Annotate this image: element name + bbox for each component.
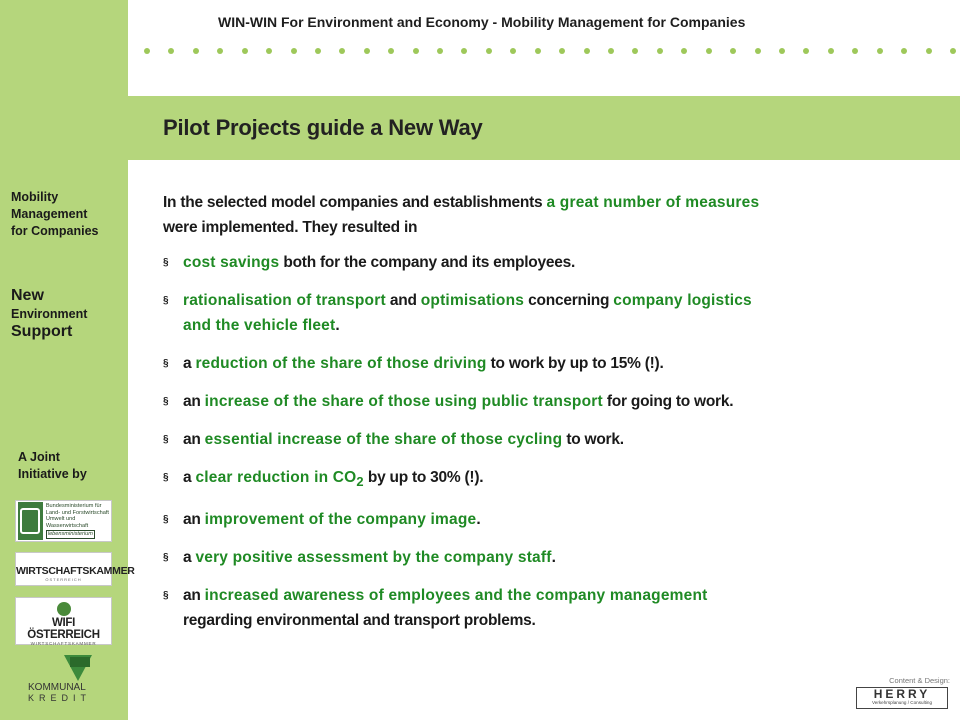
divider-dot (461, 48, 467, 54)
bullet-text: a (183, 355, 196, 372)
sidebar-mobility-line: Management (11, 207, 88, 221)
slide-title: Pilot Projects guide a New Way (163, 115, 483, 140)
bullet-text: by up to 30% (!). (363, 469, 484, 486)
bullet-text: regarding environmental and transport problems. (183, 612, 536, 630)
ministry-logo-line: Umwelt und Wasserwirtschaft (45, 516, 89, 529)
divider-dot (242, 48, 248, 54)
kommunalkredit-shape-icon (70, 657, 90, 667)
divider-dot (926, 48, 932, 54)
bullet-item (163, 583, 953, 633)
ministry-logo-line: Bundesministerium für (45, 503, 102, 510)
divider-dot (193, 48, 199, 54)
sidebar-joint-line: A Joint (18, 450, 60, 464)
divider-dot (632, 48, 638, 54)
wirtschaftskammer-logo-sub: ÖSTERREICH (45, 577, 82, 582)
divider-dot (217, 48, 223, 54)
bullet-item (163, 507, 953, 532)
sidebar-mobility-line: for Companies (11, 224, 99, 238)
intro-highlight: a great number of measures (546, 194, 760, 211)
bullet-highlight: improvement of the company image (204, 511, 477, 529)
sidebar-new-line: Support (11, 323, 73, 340)
bullet-highlight: optimisations (420, 292, 525, 309)
divider-dot (828, 48, 834, 54)
bullet-text: a (183, 469, 196, 486)
wifi-logo-sub: WIRTSCHAFTSKAMMER (30, 641, 97, 646)
divider-dot (681, 48, 687, 54)
bullet-mark-icon: § (163, 396, 169, 407)
divider-dot (510, 48, 516, 54)
bullet-item (163, 351, 953, 376)
sidebar-joint-initiative-label (18, 449, 118, 483)
herry-logo (856, 687, 948, 709)
divider-dot (730, 48, 736, 54)
bullet-mark-icon: § (163, 590, 169, 602)
divider-dot (486, 48, 492, 54)
bullet-text: an (183, 431, 205, 448)
wirtschaftskammer-logo-brand: WIRTSCHAFTSKAMMER (16, 565, 135, 577)
bullet-text: an (183, 587, 205, 605)
bullet-text: an (183, 511, 205, 529)
bullet-mark-icon: § (163, 257, 169, 268)
divider-dot (901, 48, 907, 54)
divider-dot (852, 48, 858, 54)
divider-dot (168, 48, 174, 54)
sidebar-new-environment-label (11, 287, 126, 341)
bullet-highlight: reduction of the share of those driving (195, 355, 487, 372)
kommunalkredit-line2: KREDIT (28, 693, 92, 703)
bullet-highlight: cost savings (183, 254, 280, 271)
bullet-highlight: and the vehicle fleet (183, 317, 336, 334)
divider-dot (559, 48, 565, 54)
kommunalkredit-logo (22, 655, 102, 705)
divider-dot (364, 48, 370, 54)
ministry-logo-line: Land- und Forstwirtschaft (45, 509, 109, 516)
divider-dot (315, 48, 321, 54)
bullet-subscript: 2 (356, 474, 364, 490)
sidebar-new-line: Environment (11, 307, 88, 321)
bullet-item (163, 545, 953, 570)
divider-dot (755, 48, 761, 54)
divider-dot (803, 48, 809, 54)
sidebar (0, 0, 135, 720)
divider-dot (608, 48, 614, 54)
wirtschaftskammer-logo (15, 552, 135, 586)
bullet-mark-icon: § (163, 552, 169, 564)
sidebar-new-line: New (11, 287, 44, 304)
bullet-mark-icon: § (163, 514, 169, 526)
divider-dot (706, 48, 712, 54)
intro-text-cont: were implemented. They resulted in (163, 219, 418, 236)
credit-block (856, 676, 956, 709)
herry-logo-brand: HERRY (873, 687, 931, 701)
divider-dot (266, 48, 272, 54)
divider-dot (535, 48, 541, 54)
bullet-highlight: very positive assessment by the company staff (195, 549, 552, 567)
bullet-text: for going to work. (602, 393, 734, 410)
bullet-text: both for the company and its employees. (279, 254, 576, 271)
intro-paragraph (163, 190, 953, 240)
divider-dot (437, 48, 443, 54)
divider-dot (657, 48, 663, 54)
bullet-item (163, 427, 953, 452)
bullet-text: concerning (524, 292, 614, 309)
credit-label: Content & Design: (889, 676, 950, 685)
bullet-text: . (335, 317, 340, 334)
bullet-highlight: rationalisation of transport (183, 292, 386, 309)
ministry-logo-signature: lebensministerium (47, 531, 93, 538)
ministry-emblem-icon (18, 502, 43, 540)
divider-dot (779, 48, 785, 54)
slide-content (163, 190, 953, 646)
sidebar-joint-line: Initiative by (18, 467, 87, 481)
bullet-text: and (385, 292, 421, 309)
bullet-highlight: essential increase of the share of those cycling (204, 431, 563, 448)
dot-divider (144, 44, 956, 58)
kommunalkredit-line1: KOMMUNAL (28, 682, 86, 693)
bullet-text: . (476, 511, 481, 529)
divider-dot (339, 48, 345, 54)
bullet-highlight: increase of the share of those using public transport (204, 393, 603, 410)
bullet-highlight: company logistics (613, 292, 752, 309)
bullet-mark-icon: § (163, 295, 169, 306)
divider-dot (413, 48, 419, 54)
bullet-text: to work by up to 15% (!). (486, 355, 664, 372)
bullet-text: a (183, 549, 196, 567)
bullet-highlight: increased awareness of employees and the company management (204, 587, 708, 605)
bullet-text: to work. (562, 431, 624, 448)
wifi-logo-brand: WIFI ÖSTERREICH (27, 617, 100, 641)
divider-dot (877, 48, 883, 54)
divider-dot (584, 48, 590, 54)
ministry-logo (15, 500, 112, 542)
wifi-mark-icon (57, 602, 71, 616)
title-band (128, 96, 960, 160)
herry-logo-sub: Verkehrsplanung / Consulting (871, 700, 932, 705)
bullet-mark-icon: § (163, 434, 169, 445)
bullet-mark-icon: § (163, 472, 169, 483)
header-title: WIN-WIN For Environment and Economy - Mobility Management for Companies (218, 14, 746, 30)
bullet-highlight: clear reduction in CO (195, 469, 357, 486)
divider-dot (291, 48, 297, 54)
divider-dot (388, 48, 394, 54)
sidebar-mobility-label (11, 189, 126, 240)
bullet-item (163, 389, 953, 414)
bullet-mark-icon: § (163, 358, 169, 369)
bullet-item (163, 288, 953, 338)
intro-text: In the selected model companies and establishments (163, 194, 547, 211)
divider-dot (950, 48, 956, 54)
bullet-item (163, 250, 953, 275)
bullet-item (163, 465, 953, 494)
bullet-text: an (183, 393, 205, 410)
bullet-text: . (551, 549, 556, 567)
wifi-logo (15, 597, 112, 645)
sidebar-mobility-line: Mobility (11, 190, 59, 204)
divider-dot (144, 48, 150, 54)
